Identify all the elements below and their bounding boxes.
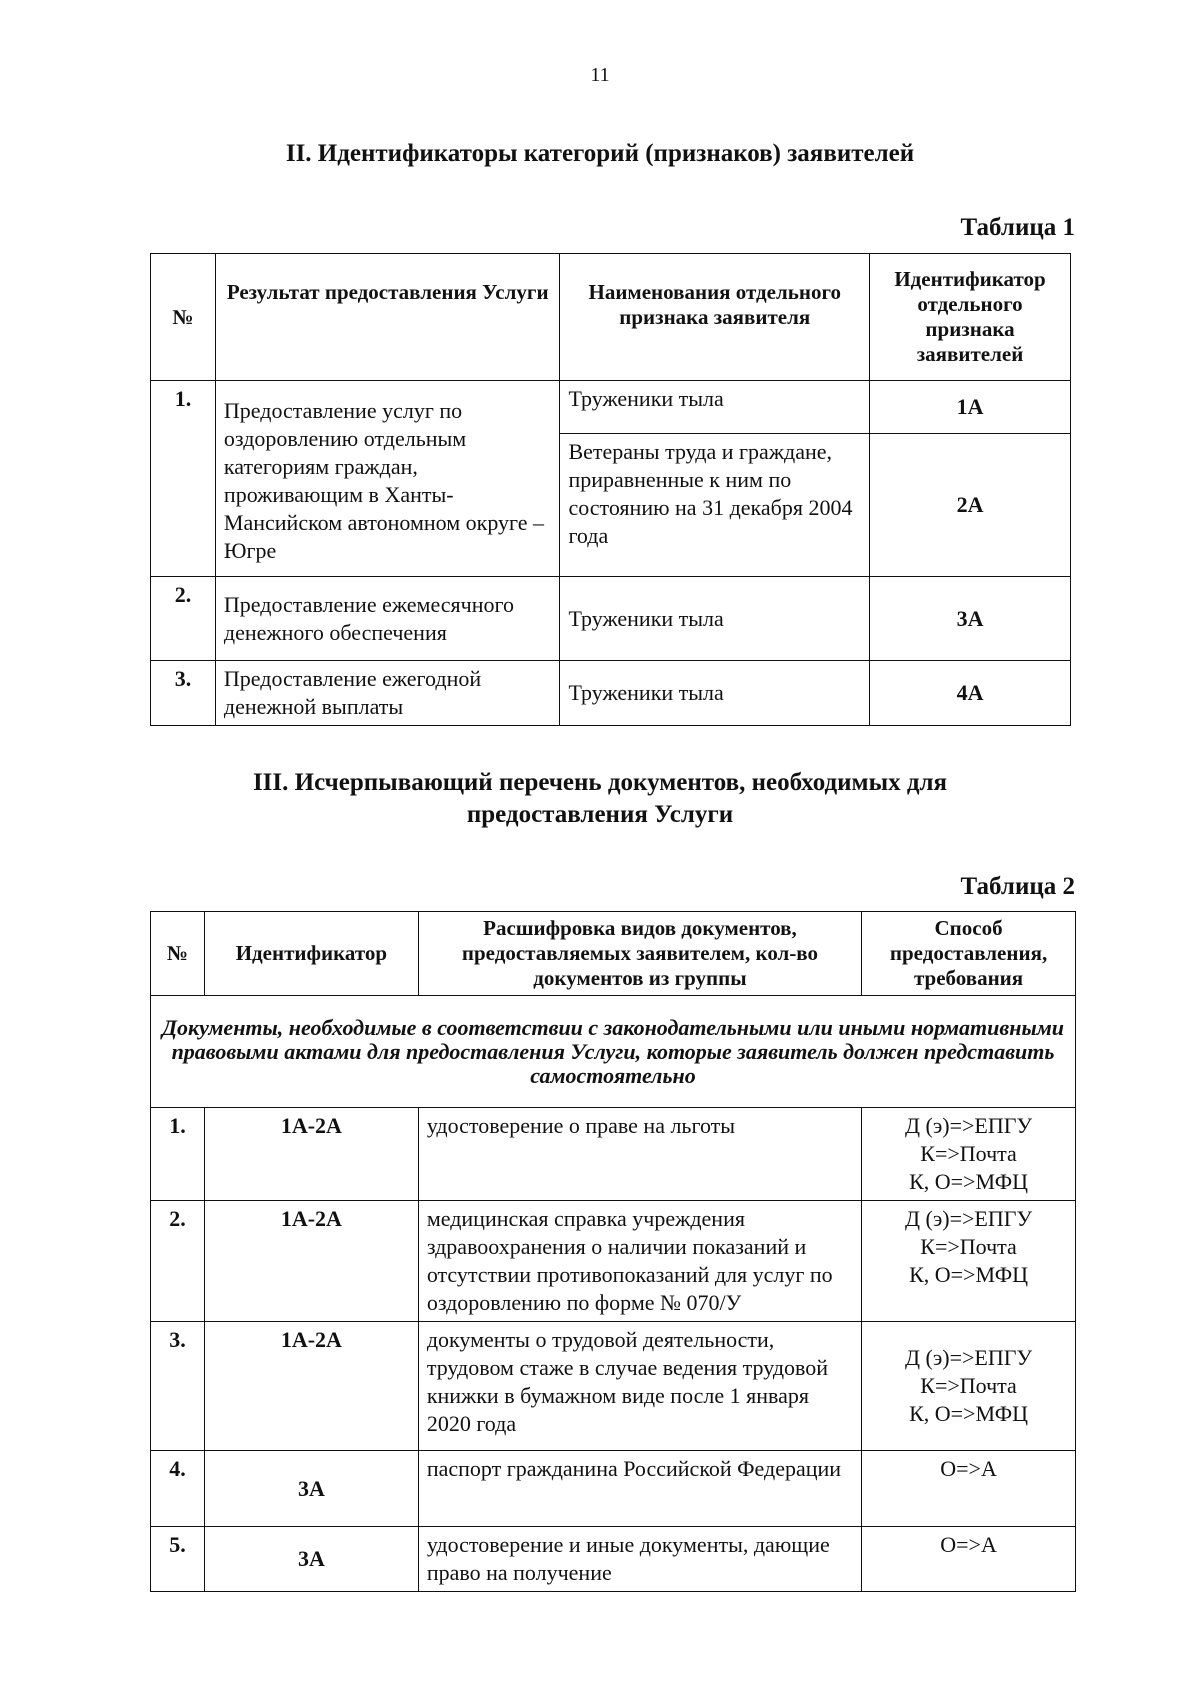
sign-id: 3А bbox=[870, 577, 1071, 661]
row-num: 2. bbox=[151, 1201, 205, 1322]
header-sign-name: Наименования отдельного признака заявителя bbox=[560, 254, 870, 381]
row-identifier: 3А bbox=[204, 1527, 418, 1592]
table-2-caption: Таблица 2 bbox=[960, 873, 1075, 900]
row-document: удостоверение о праве на льготы bbox=[418, 1108, 861, 1201]
row-identifier: 3А bbox=[204, 1451, 418, 1527]
table-1-caption: Таблица 1 bbox=[960, 214, 1075, 241]
row-num: 1. bbox=[151, 381, 216, 577]
header-sign-id: Идентификатор отдельного признака заявителей bbox=[870, 254, 1071, 381]
method-line: К, О=>МФЦ bbox=[909, 1401, 1028, 1426]
header-documents: Расшифровка видов документов, предоставляемых заявителем, кол-во документов из группы bbox=[418, 912, 861, 996]
sign-name: Ветераны труда и граждане, приравненные к ним по состоянию на 31 декабря 2004 года bbox=[560, 434, 870, 577]
section-2-title: II. Идентификаторы категорий (признаков) заявителей bbox=[285, 140, 915, 167]
row-document: паспорт гражданина Российской Федерации bbox=[418, 1451, 861, 1527]
row-method: О=>А bbox=[862, 1451, 1076, 1527]
sign-name: Труженики тыла bbox=[560, 381, 870, 434]
row-num: 3. bbox=[151, 661, 216, 726]
page-number: 11 bbox=[590, 64, 610, 86]
method-line: К=>Почта bbox=[920, 1141, 1017, 1166]
header-num: № bbox=[151, 912, 205, 996]
method-line: Д (э)=>ЕПГУ bbox=[905, 1113, 1033, 1138]
row-method bbox=[862, 1322, 1076, 1451]
table-row bbox=[151, 1201, 1076, 1322]
row-document: медицинская справка учреждения здравоохранения о наличии показаний и отсутствии противопоказаний для услуг по оздоровлению по форме № 070/У bbox=[418, 1201, 861, 1322]
row-num: 4. bbox=[151, 1451, 205, 1527]
sign-id: 4А bbox=[870, 661, 1071, 726]
table-row bbox=[151, 577, 1071, 661]
table-row bbox=[151, 1451, 1076, 1527]
method-line: Д (э)=>ЕПГУ bbox=[905, 1206, 1033, 1231]
row-identifier: 1А-2А bbox=[204, 1322, 418, 1451]
row-result: Предоставление ежегодной денежной выплаты bbox=[215, 661, 560, 726]
table-2 bbox=[150, 911, 1076, 1592]
group-title: Документы, необходимые в соответствии с законодательными или иными нормативными правовыми актами для предоставления Услуги, которые заявитель должен представить самостоятельно bbox=[151, 996, 1076, 1108]
method-line: К, О=>МФЦ bbox=[909, 1262, 1028, 1287]
row-method: О=>А bbox=[862, 1527, 1076, 1592]
header-method: Способ предоставления, требования bbox=[862, 912, 1076, 996]
table-row bbox=[151, 1108, 1076, 1201]
header-result: Результат предоставления Услуги bbox=[215, 254, 560, 381]
method-line: К=>Почта bbox=[920, 1373, 1017, 1398]
sign-id: 1А bbox=[870, 381, 1071, 434]
table-row bbox=[151, 1322, 1076, 1451]
table-row bbox=[151, 381, 1071, 434]
row-method bbox=[862, 1108, 1076, 1201]
row-identifier: 1А-2А bbox=[204, 1201, 418, 1322]
sign-name: Труженики тыла bbox=[560, 577, 870, 661]
table-row bbox=[151, 661, 1071, 726]
method-line: Д (э)=>ЕПГУ bbox=[905, 1345, 1033, 1370]
row-document: удостоверение и иные документы, дающие право на получение bbox=[418, 1527, 861, 1592]
row-method bbox=[862, 1201, 1076, 1322]
table-1 bbox=[150, 253, 1071, 726]
method-line: К=>Почта bbox=[920, 1234, 1017, 1259]
row-result: Предоставление ежемесячного денежного обеспечения bbox=[215, 577, 560, 661]
sign-id: 2А bbox=[870, 434, 1071, 577]
row-num: 5. bbox=[151, 1527, 205, 1592]
row-num: 1. bbox=[151, 1108, 205, 1201]
row-identifier: 1А-2А bbox=[204, 1108, 418, 1201]
table-row bbox=[151, 1527, 1076, 1592]
header-identifier: Идентификатор bbox=[204, 912, 418, 996]
section-3-title-line-1: III. Исчерпывающий перечень документов, необходимых для bbox=[252, 769, 948, 796]
row-num: 3. bbox=[151, 1322, 205, 1451]
section-3-title-line-2: предоставления Услуги bbox=[466, 801, 734, 828]
sign-name: Труженики тыла bbox=[560, 661, 870, 726]
header-num: № bbox=[151, 254, 216, 381]
method-line: К, О=>МФЦ bbox=[909, 1169, 1028, 1194]
row-result: Предоставление услуг по оздоровлению отдельным категориям граждан, проживающим в Ханты-Мансийском автономном округе – Югре bbox=[215, 381, 560, 577]
row-document: документы о трудовой деятельности, трудовом стаже в случае ведения трудовой книжки в бумажном виде после 1 января 2020 года bbox=[418, 1322, 861, 1451]
row-num: 2. bbox=[151, 577, 216, 661]
